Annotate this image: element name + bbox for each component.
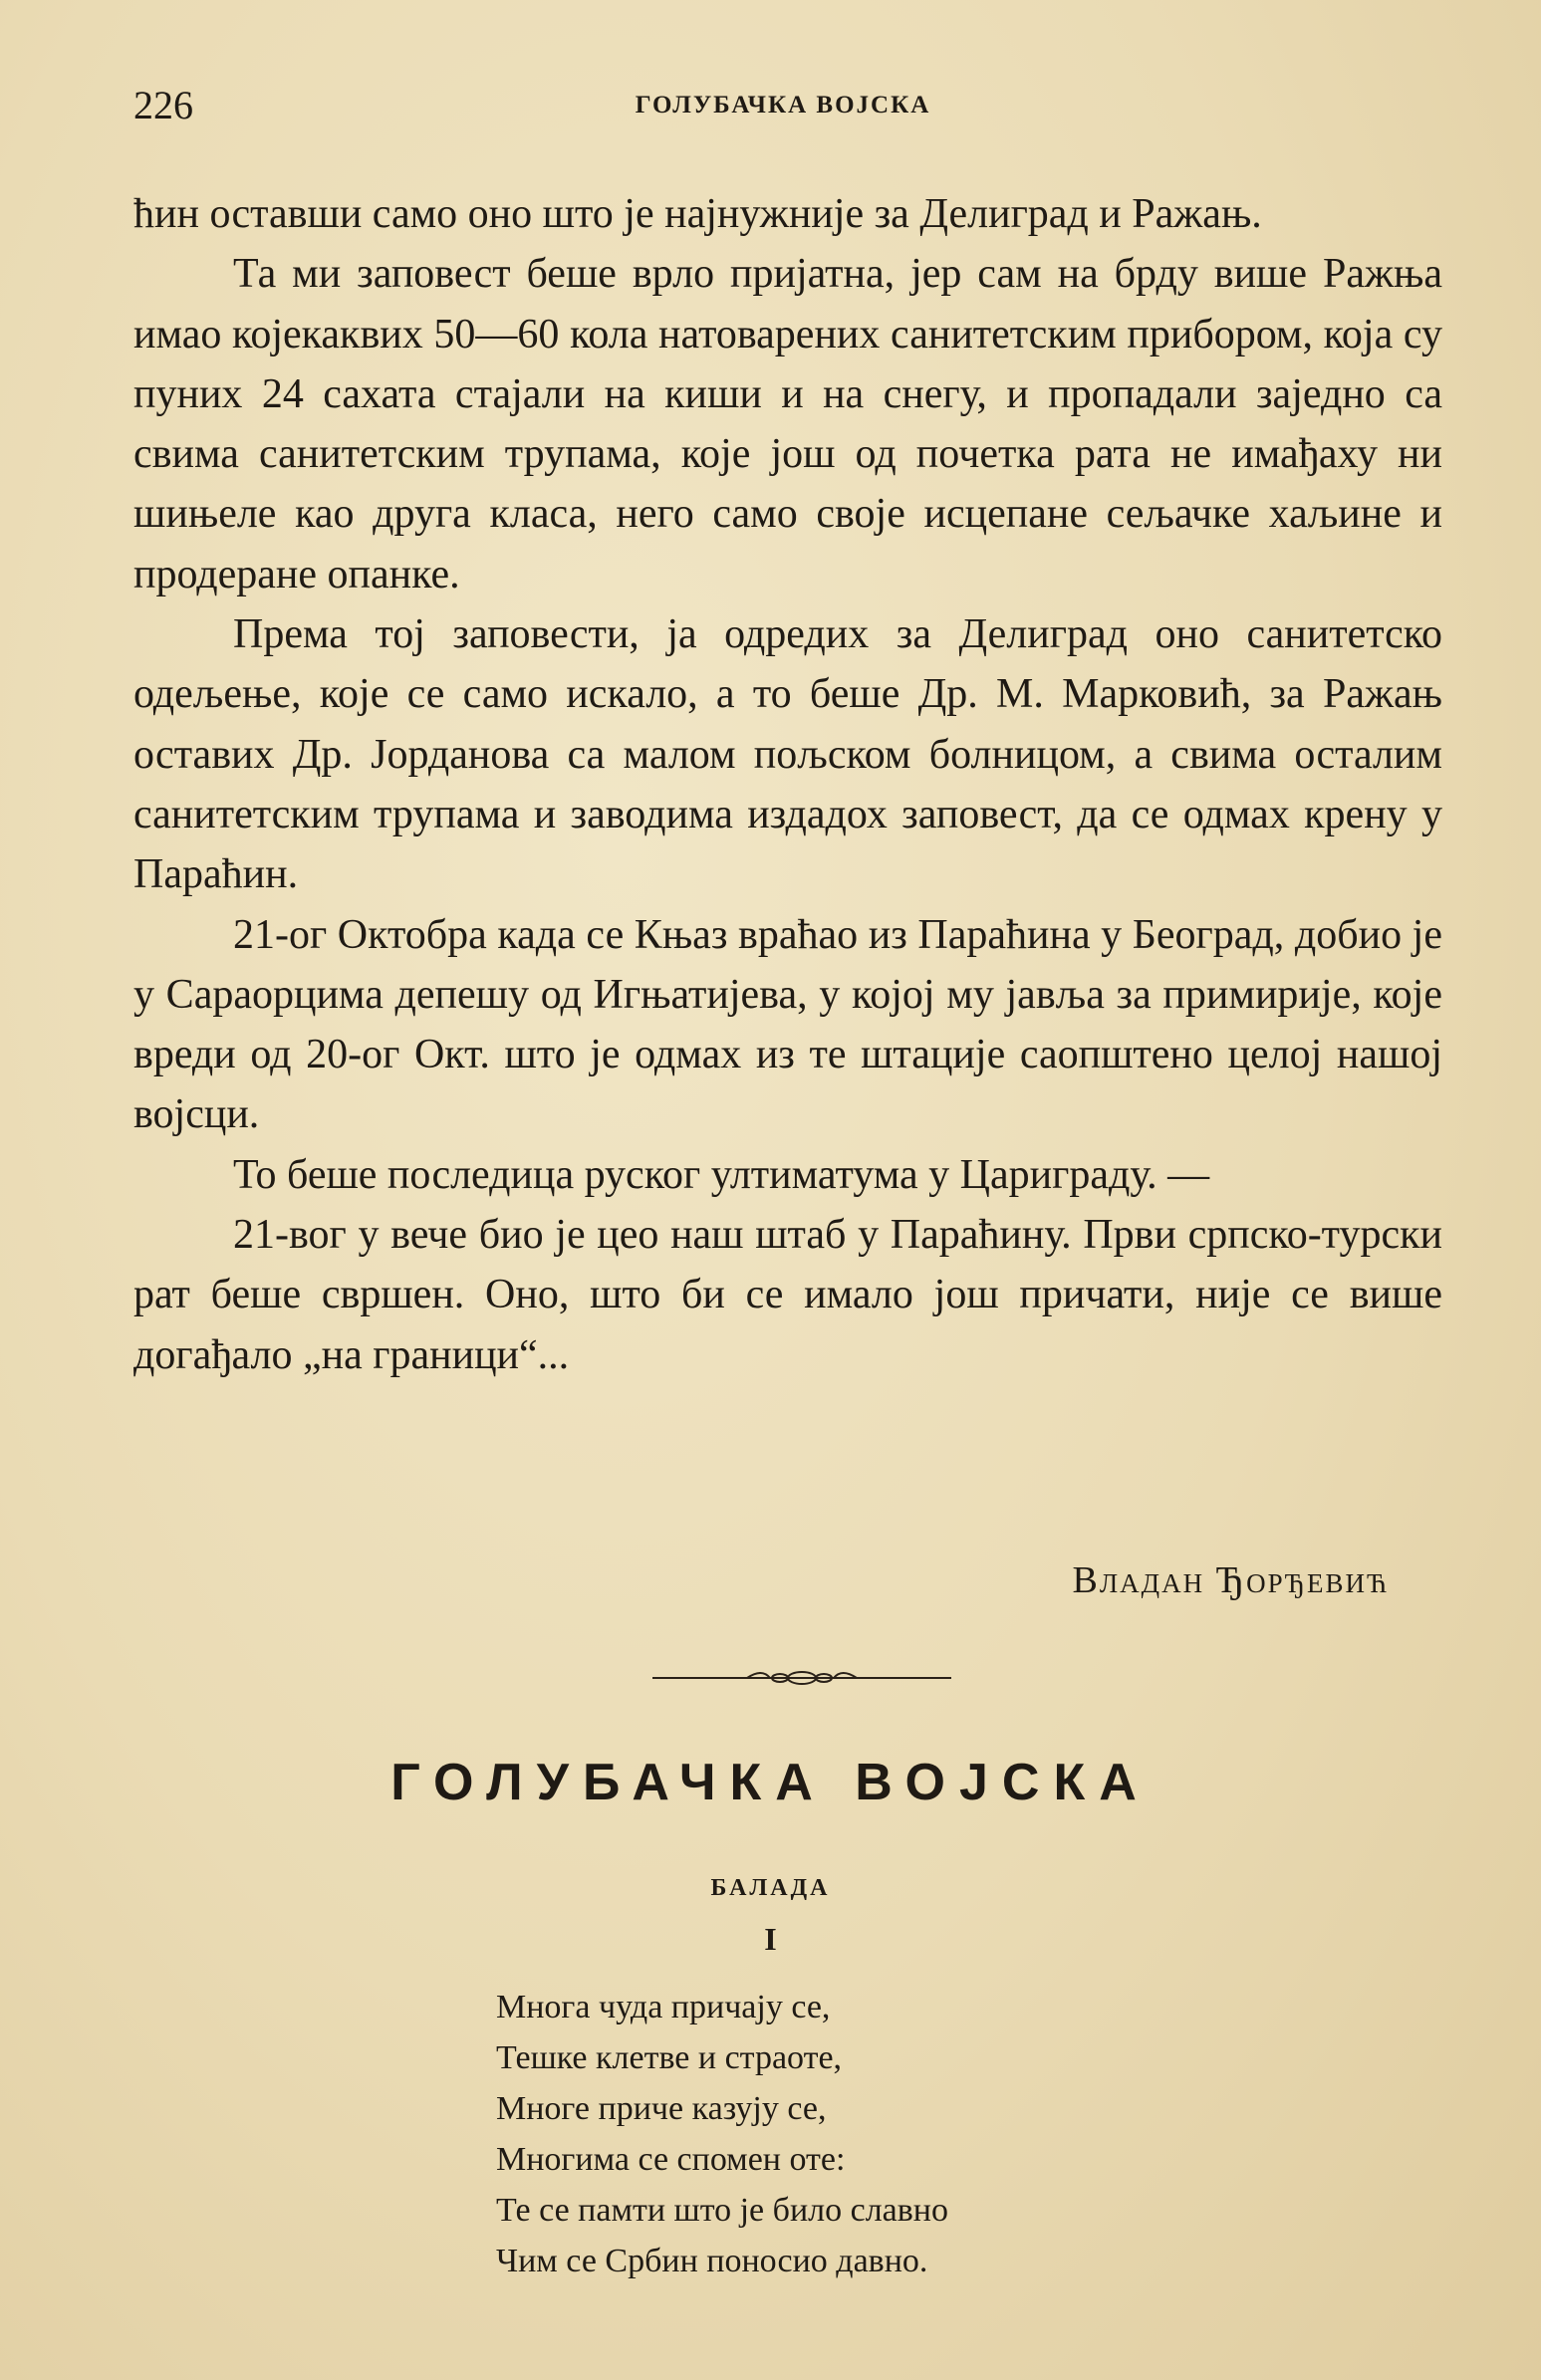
paragraph: 21-вог у вече био је цео наш штаб у Параћину. Први српско-турски рат беше свршен. Оно, што би се имало још причати, није се више догађало „на граници“... (133, 1212, 1442, 1378)
paragraph: То беше последица руског ултиматума у Цариграду. — (233, 1151, 1210, 1198)
section-number: I (764, 1921, 777, 1957)
divider-ornament (652, 1663, 951, 1693)
paragraph: 21-ог Октобра када се Књаз враћао из Параћина у Београд, добио је у Сараорцима депешу од Игњатијева, у којој му јавља за примирије, које вреди од 20-ог Окт. што је одмах из те штације саопштено целој нашој војсци. (133, 911, 1442, 1138)
running-title: ГОЛУБАЧКА ВОЈСКА (635, 92, 931, 119)
poem-line: Тешке клетве и страоте, (496, 2039, 843, 2076)
poem-line: Те се памти што је било славно (496, 2192, 949, 2229)
poem-line: Многе приче казују се, (496, 2090, 827, 2127)
page-number: 226 (133, 83, 193, 127)
paragraph: Према тој заповести, ја одредих за Делиград оно санитетско одељење, које се само искало, а то беше Др. М. Марковић, за Ражањ оставих Др. Јорданова са малом пољском болницом, а свима осталим санитетским трупама и заводима издадох заповест, да се одмах крену у Параћин. (133, 611, 1442, 898)
paragraph-continuation: ћин оставши само оно што је најнужније за Делиград и Ражањ. (133, 191, 1262, 237)
ballad-subtitle: БАЛАДА (710, 1875, 831, 1901)
poem-line: Многима се спомен оте: (496, 2141, 846, 2178)
body-text (133, 184, 1442, 1385)
author-signature: Владан Ђорђевић (1072, 1559, 1389, 1601)
poem-line: Чим се Србин поносио давно. (496, 2243, 928, 2279)
paragraph: Та ми заповест беше врло пријатна, јер сам на брду више Ражња имао којекаквих 50—60 кола натоварених санитетским прибором, која су пуних 24 сахата стајали на киши и на снегу, и пропадали заједно са свима санитетским трупама, које још од почетка рата не имађаху ни шињеле као друга класа, него само своје исцепане сељачке хаљине и продеране опанке. (133, 251, 1442, 597)
poem-line: Многа чуда причају се, (496, 1989, 831, 2025)
page-header (133, 82, 1432, 131)
poem-stanza (496, 1982, 948, 2286)
ballad-title: ГОЛУБАЧКА ВОЈСКА (390, 1754, 1151, 1811)
